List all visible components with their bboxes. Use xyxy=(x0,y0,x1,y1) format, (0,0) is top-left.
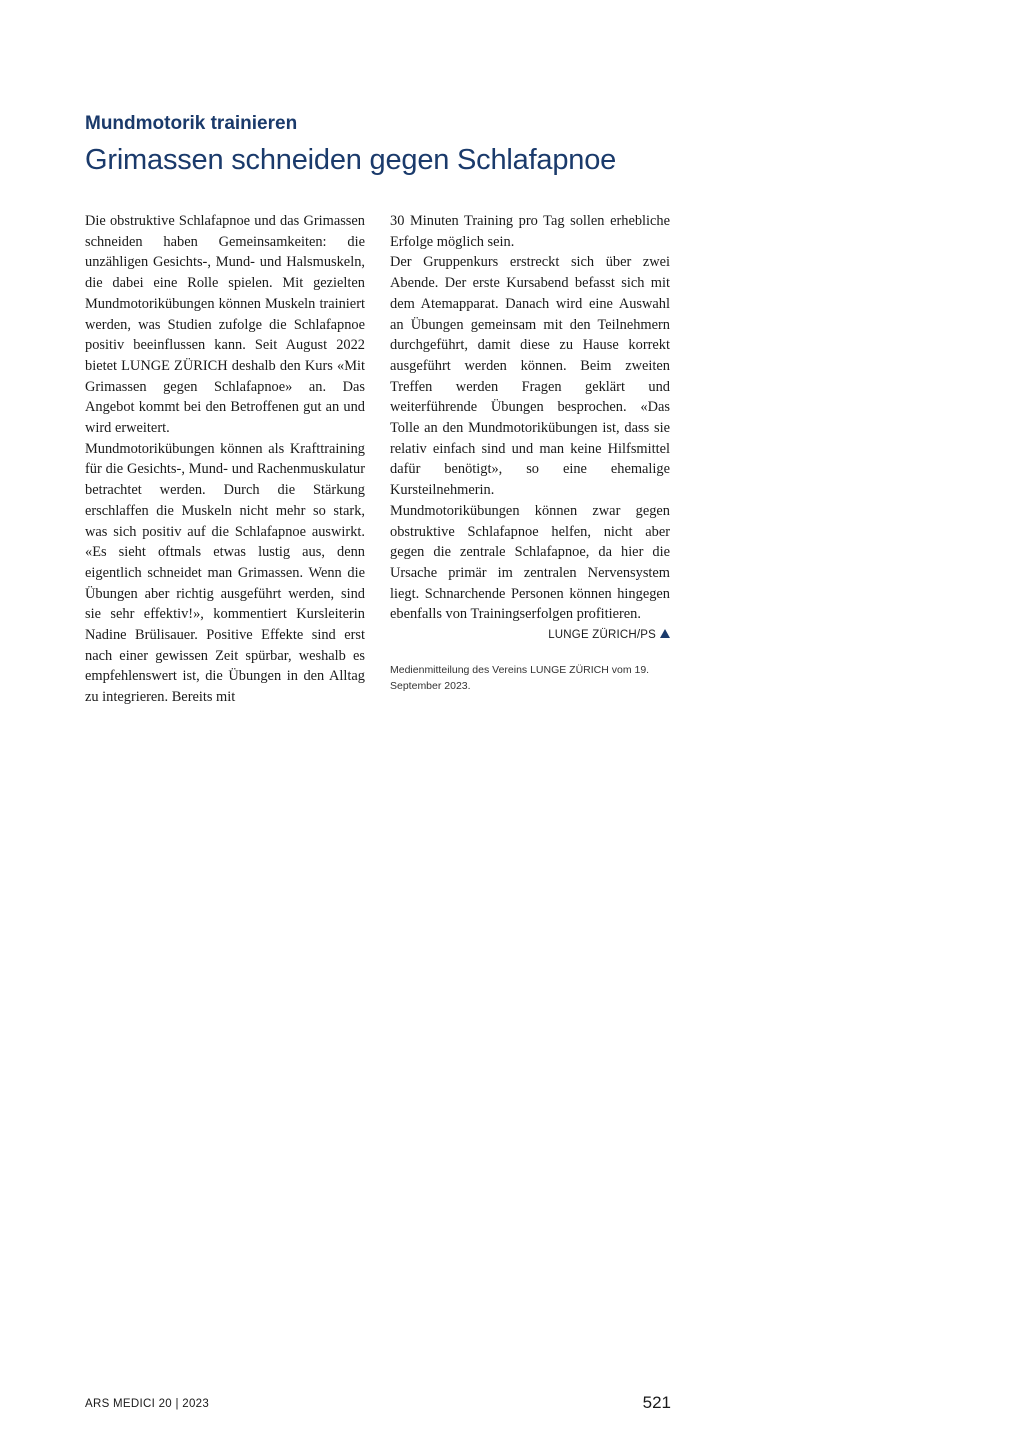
body-paragraph: Mundmotorikübungen können als Krafttraining für die Gesichts-, Mund- und Rachenmuskulatur betrachtet werden. Durch die Stärkung erschlaffen die Muskeln nicht mehr so stark, was sich positiv auf die Schlafapnoe auswirkt. «Es sieht oftmals etwas lustig aus, denn eigentlich schneidet man Grimassen. Wenn die Übungen aber richtig ausgeführt werden, sind sie sehr effektiv!», kommentiert Kursleiterin Nadine Brülisauer. Positive Effekte sind erst nach einer gewissen Zeit spürbar, weshalb es empfehlenswert ist, die Übungen in den Alltag zu integrieren. Bereits mit xyxy=(85,440,365,706)
body-paragraph: 30 Minuten Training pro Tag sollen erhebliche Erfolge möglich sein. xyxy=(390,213,670,250)
left-column xyxy=(85,211,365,708)
signature-text: LUNGE ZÜRICH/PS xyxy=(548,629,656,642)
body-paragraph: Die obstruktive Schlafapnoe und das Grimassen schneiden haben Gemeinsamkeiten: die unzähligen Gesichts-, Mund- und Halsmuskeln, die dabei eine Rolle spielen. Mit gezielten Mundmotorikübungen können Muskeln trainiert werden, was Studien zufolge die Schlafapnoe positiv beeinflussen kann. Seit August 2022 bietet LUNGE ZÜRICH deshalb den Kurs «Mit Grimassen gegen Schlafapnoe» an. Das Angebot kommt bei den Betroffenen gut an und wird erweitert. xyxy=(85,213,365,437)
article-kicker: Mundmotorik trainieren xyxy=(85,113,298,134)
right-column xyxy=(390,211,670,646)
body-paragraph-text: Mundmotorikübungen können zwar gegen obstruktive Schlafapnoe helfen, nicht aber gegen die zentrale Schlafapnoe, da hier die Ursache primär im zentralen Nervensystem liegt. Schnarchende Personen können hingegen ebenfalls von Trainingserfolgen profitieren. xyxy=(390,502,670,623)
body-paragraph-last xyxy=(390,501,670,642)
footer-journal: ARS MEDICI 20 | 2023 xyxy=(85,1398,210,1410)
article-headline: Grimassen schneiden gegen Schlafapnoe xyxy=(85,144,617,176)
author-signature xyxy=(548,625,670,646)
source-note: Medienmitteilung des Vereins LUNGE ZÜRICH vom 19. September 2023. xyxy=(390,664,650,692)
page-number: 521 xyxy=(642,1393,671,1412)
triangle-up-icon xyxy=(660,629,670,638)
body-paragraph: Der Gruppenkurs erstreckt sich über zwei Abende. Der erste Kursabend befasst sich mit dem Atemapparat. Danach wird eine Auswahl an Übungen gemeinsam mit den Teilnehmern durchgeführt, damit diese zu Hause korrekt ausgeführt werden können. Beim zweiten Treffen werden Fragen geklärt und weiterführende Übungen besprochen. «Das Tolle an den Mundmotorikübungen ist, dass sie relativ einfach sind und man keine Hilfsmittel dafür benötigt», so eine ehemalige Kursteilnehmerin. xyxy=(390,254,670,499)
